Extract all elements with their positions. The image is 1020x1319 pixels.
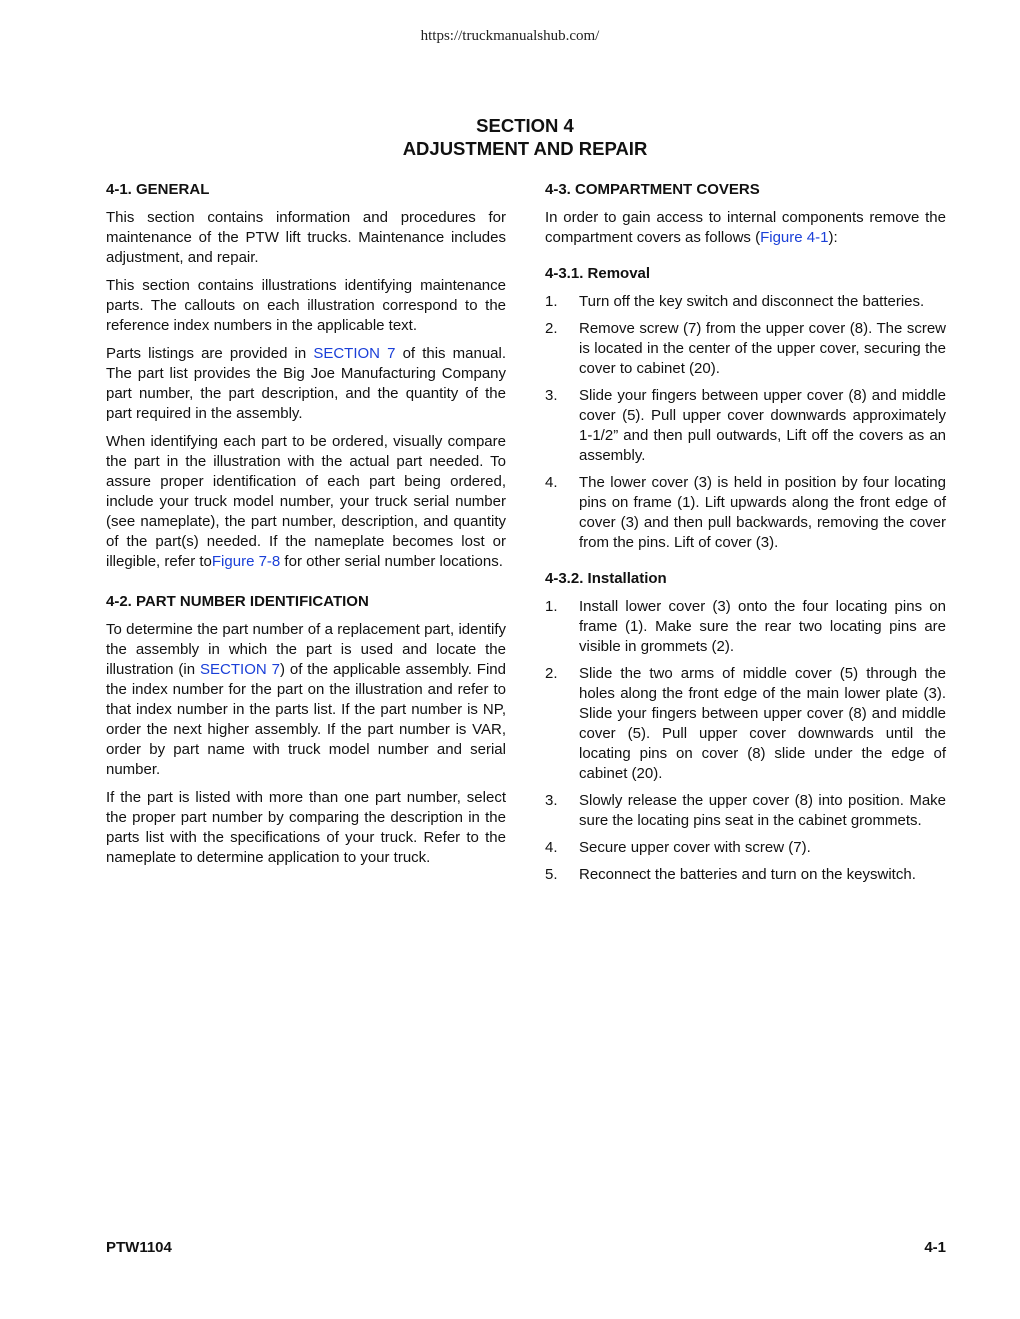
text-span: To determine the part number of a replacement part, identify the assembly in which the part is used and locate the illustration (in bbox=[106, 621, 506, 678]
source-url: https://truckmanualshub.com/ bbox=[420, 28, 600, 44]
removal-heading: 4-3.1. Removal bbox=[545, 265, 651, 282]
step-number: 4. bbox=[545, 474, 558, 491]
step-text: Slowly release the upper cover (8) into position. Make sure the locating pins seat in the cabinet grommets. bbox=[579, 792, 946, 829]
general-paragraph-3 bbox=[106, 344, 506, 424]
right-column bbox=[545, 180, 946, 892]
part-id-paragraph-2: If the part is listed with more than one part number, select the proper part number by comparing the description in the parts list with the specifications of your truck. Refer to the nameplate to determine application to your truck. bbox=[106, 789, 506, 866]
step-text: Slide the two arms of middle cover (5) through the holes along the front edge of the main lower plate (3). Slide your fingers between upper cover (8) and middle cover (5). Pull upper cover downwards until the locating pins on cover (8) slide under the edge of cabinet (20). bbox=[579, 665, 946, 782]
general-paragraph-1: This section contains information and procedures for maintenance of the PTW lift trucks. Maintenance includes adjustment, and repair. bbox=[106, 209, 506, 266]
general-heading: 4-1. GENERAL bbox=[106, 181, 210, 198]
text-span: ) of the applicable assembly. Find the index number for the part on the illustration and refer to that index number in the parts list. If the part number is NP, order the next higher assembly. If the part number is VAR, order by part name with truck model number and serial number. bbox=[106, 661, 506, 778]
text-span: for other serial number locations. bbox=[280, 553, 503, 570]
section-7-link[interactable]: SECTION 7 bbox=[313, 345, 396, 362]
step-text: The lower cover (3) is held in position by four locating pins on frame (1). Lift upwards along the front edge of cover (3) and then pull backwards, removing the cover from the pins. Lift of cover (3). bbox=[579, 474, 946, 551]
step-number: 2. bbox=[545, 320, 558, 337]
step-text: Secure upper cover with screw (7). bbox=[579, 839, 811, 856]
list-item bbox=[545, 865, 946, 885]
installation-steps bbox=[545, 597, 946, 885]
section-name: ADJUSTMENT AND REPAIR bbox=[402, 138, 648, 159]
installation-heading: 4-3.2. Installation bbox=[545, 570, 667, 587]
text-span: In order to gain access to internal components remove the compartment covers as follows ( bbox=[545, 209, 946, 246]
removal-steps bbox=[545, 292, 946, 553]
list-item bbox=[545, 386, 946, 466]
page-number: 4-1 bbox=[924, 1239, 946, 1256]
section-number: SECTION 4 bbox=[476, 115, 574, 136]
section-7-link[interactable]: SECTION 7 bbox=[200, 661, 280, 678]
left-column bbox=[106, 180, 506, 876]
list-item bbox=[545, 664, 946, 784]
covers-heading: 4-3. COMPARTMENT COVERS bbox=[545, 181, 760, 198]
covers-paragraph bbox=[545, 208, 946, 248]
document-id: PTW1104 bbox=[106, 1239, 172, 1256]
list-item bbox=[545, 473, 946, 553]
text-span: ): bbox=[828, 229, 838, 246]
step-text: Reconnect the batteries and turn on the keyswitch. bbox=[579, 866, 916, 883]
step-number: 1. bbox=[545, 598, 558, 615]
general-paragraph-2: This section contains illustrations identifying maintenance parts. The callouts on each illustration correspond to the reference index numbers in the applicable text. bbox=[106, 277, 506, 334]
general-paragraph-4 bbox=[106, 432, 506, 572]
text-span: of this manual. The part list provides the Big Joe Manufacturing Company part number, the part description, and the quantity of the part required in the assembly. bbox=[106, 345, 507, 422]
step-text: Turn off the key switch and disconnect the batteries. bbox=[579, 293, 925, 310]
step-text: Install lower cover (3) onto the four locating pins on frame (1). Make sure the rear two locating pins are visible in grommets (2). bbox=[579, 598, 946, 655]
step-text: Slide your fingers between upper cover (8) and middle cover (5). Pull upper cover downwards approximately 1-1/2” and then pull outwards, Lift off the covers as an assembly. bbox=[579, 387, 946, 464]
list-item bbox=[545, 292, 946, 312]
list-item bbox=[545, 838, 946, 858]
figure-7-8-link[interactable]: Figure 7-8 bbox=[211, 553, 281, 570]
figure-4-1-link[interactable]: Figure 4-1 bbox=[760, 229, 829, 246]
section-title bbox=[0, 114, 1020, 160]
text-span: Parts listings are provided in bbox=[106, 345, 314, 362]
part-id-heading: 4-2. PART NUMBER IDENTIFICATION bbox=[106, 593, 369, 610]
step-number: 3. bbox=[545, 792, 558, 809]
step-number: 4. bbox=[545, 839, 558, 856]
part-id-paragraph-1 bbox=[106, 620, 506, 780]
step-number: 3. bbox=[545, 387, 558, 404]
step-text: Remove screw (7) from the upper cover (8). The screw is located in the center of the upper cover, securing the cover to cabinet (20). bbox=[579, 320, 946, 377]
text-span: When identifying each part to be ordered, visually compare the part in the illustration with the actual part needed. To assure proper identification of each part being ordered, include your truck model number, your truck serial number (see nameplate), the part number, description, and quantity of the part(s) needed. If the nameplate becomes lost or illegible, refer to bbox=[106, 433, 506, 570]
step-number: 1. bbox=[545, 293, 558, 310]
list-item bbox=[545, 319, 946, 379]
step-number: 2. bbox=[545, 665, 558, 682]
list-item bbox=[545, 791, 946, 831]
step-number: 5. bbox=[545, 866, 558, 883]
list-item bbox=[545, 597, 946, 657]
